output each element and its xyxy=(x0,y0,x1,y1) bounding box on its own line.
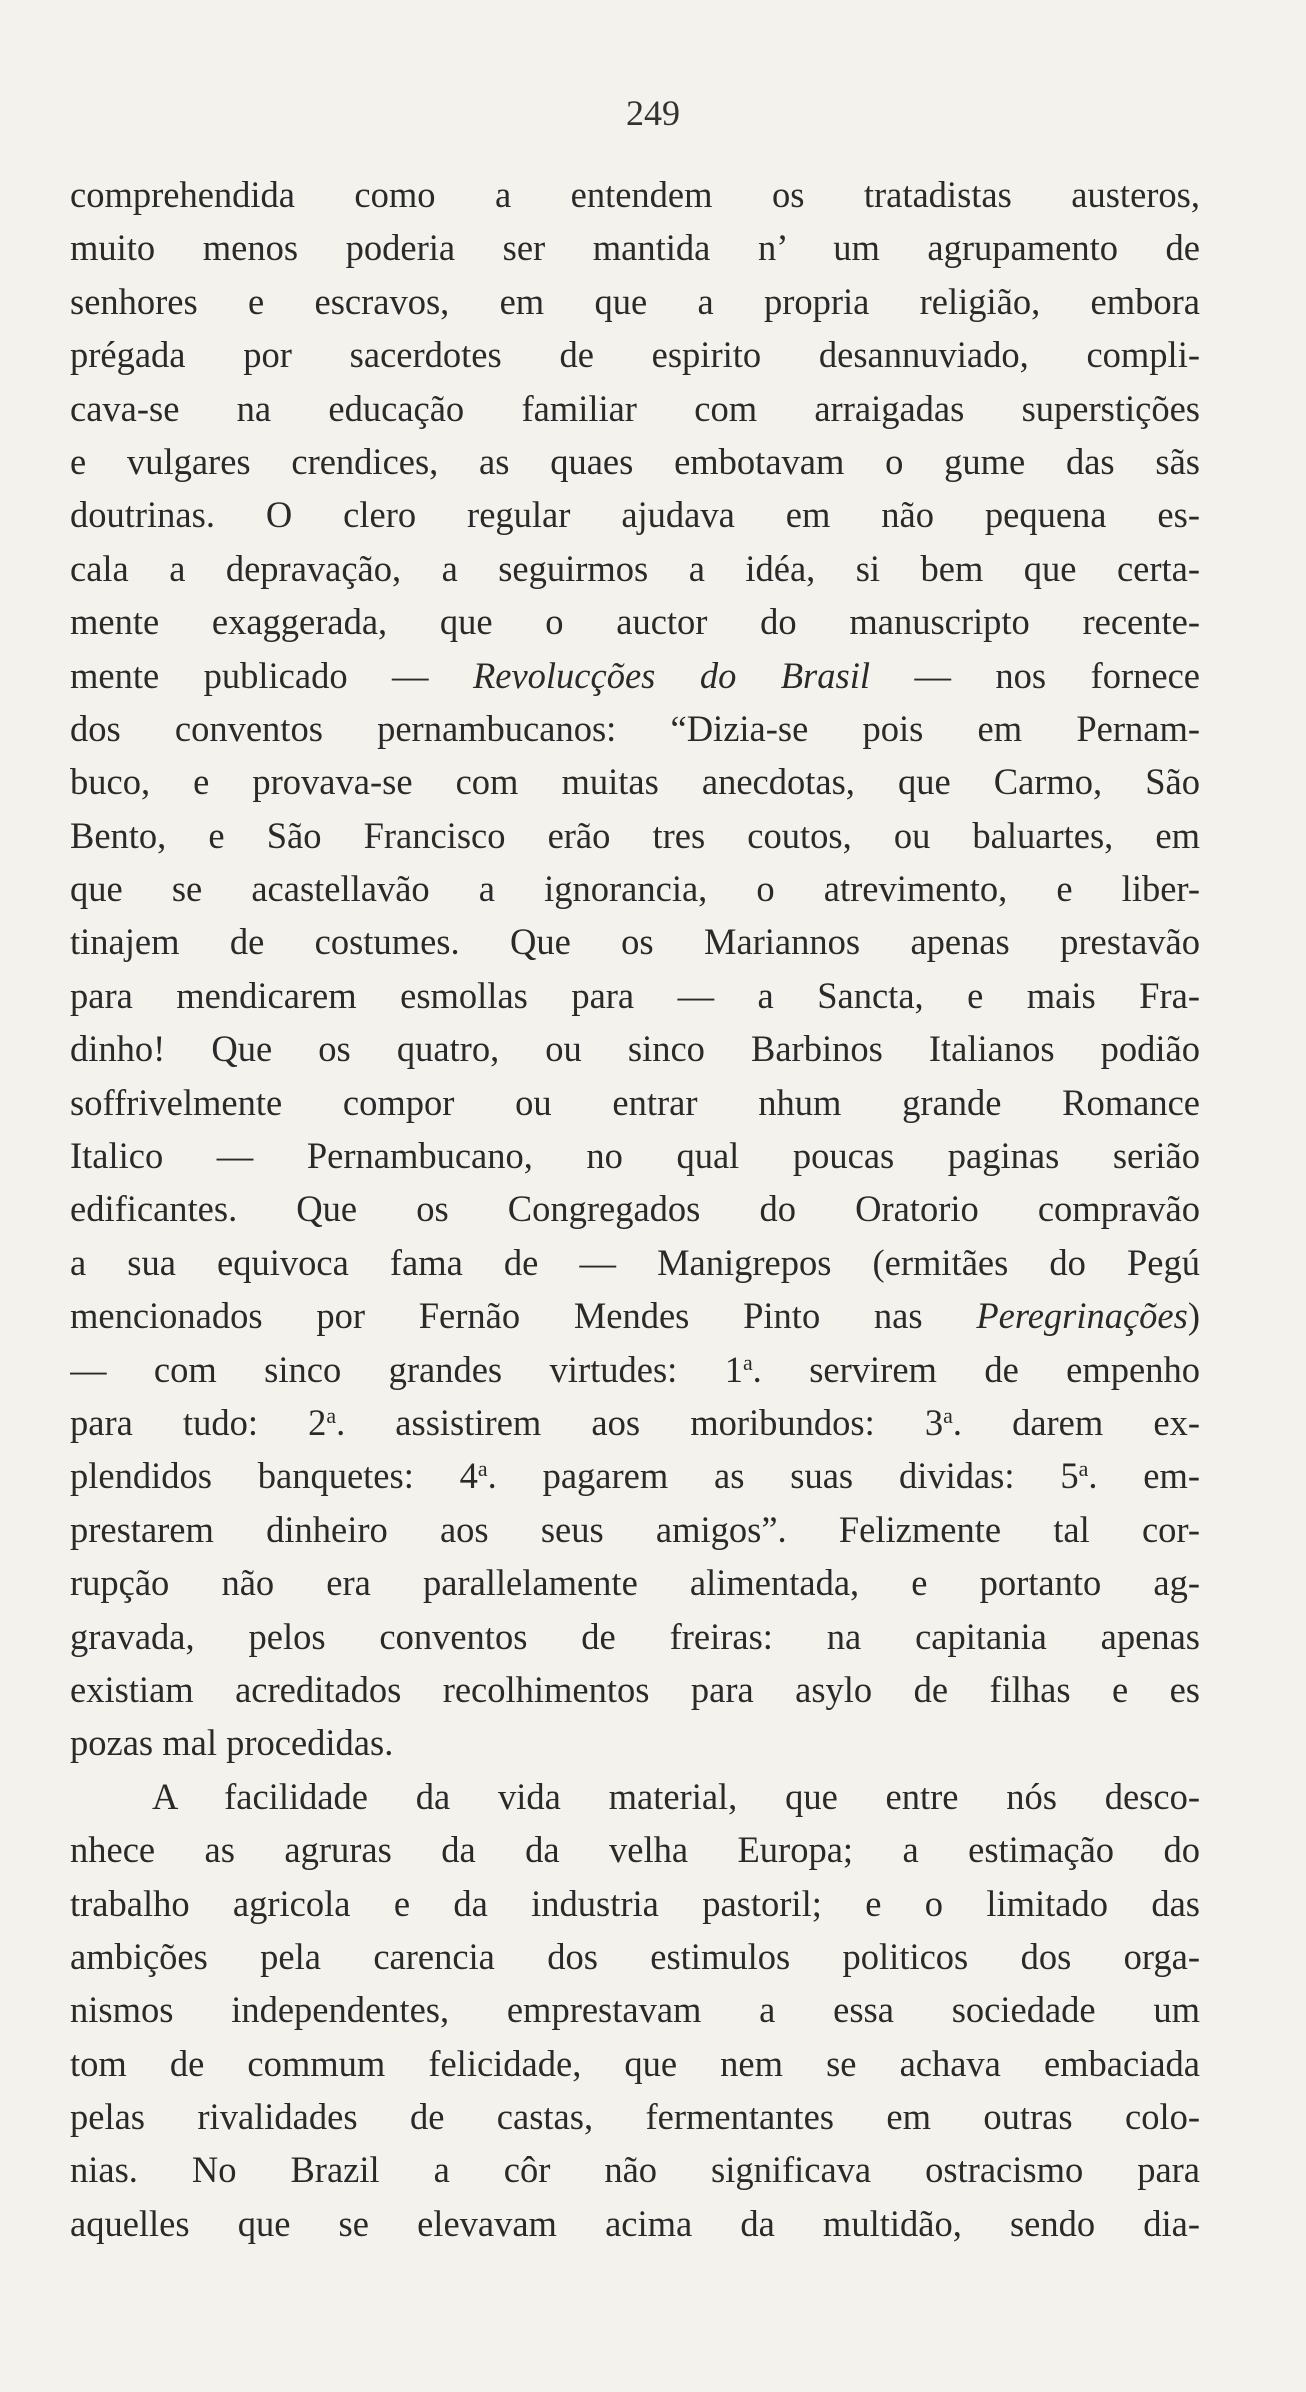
text-line xyxy=(70,1823,1200,1876)
text-line xyxy=(70,1236,1200,1289)
text-run: pozas mal procedidas. xyxy=(70,1722,394,1764)
text-run: comprehendida como a entendem os tratadistas austeros, xyxy=(70,174,1200,215)
text-run: nias. No Brazil a côr não significava ostracismo para xyxy=(70,2149,1200,2191)
text-run: existiam acreditados recolhimentos para asylo de filhas e es xyxy=(70,1668,1200,1710)
text-line xyxy=(70,1610,1200,1663)
text-line xyxy=(70,1556,1200,1609)
text-run: pelas rivalidades de castas, fermentantes em outras colo- xyxy=(70,2096,1200,2138)
text-run: mencionados por Fernão Mendes Pinto nas xyxy=(70,1295,977,1337)
text-run: que se acastellavão a ignorancia, o atrevimento, e liber- xyxy=(70,868,1200,910)
text-run: doutrinas. O clero regular ajudava em não pequena es- xyxy=(70,494,1200,536)
text-line xyxy=(70,755,1200,808)
italic-title: Revolucções do Brasil xyxy=(472,654,871,696)
text-run: . darem ex- xyxy=(952,1401,1200,1443)
text-line xyxy=(70,1182,1200,1235)
text-run: cava-se na educação familiar com arraigadas superstições xyxy=(70,387,1200,429)
body-text xyxy=(70,168,1200,2250)
text-line xyxy=(70,1503,1200,1556)
text-line xyxy=(70,1289,1200,1342)
text-run: e vulgares crendices, as quaes embotavam o gume das sãs xyxy=(70,440,1200,482)
text-line xyxy=(70,1022,1200,1075)
text-run: . assistirem aos moribundos: 3 xyxy=(336,1401,944,1443)
text-line xyxy=(70,595,1200,648)
text-run: trabalho agricola e da industria pastoril; e o limitado das xyxy=(70,1882,1200,1924)
text-line xyxy=(70,1930,1200,1983)
ordinal-superscript: a xyxy=(1078,1456,1089,1482)
text-line xyxy=(70,2143,1200,2196)
ordinal-superscript: a xyxy=(943,1402,953,1428)
text-line xyxy=(70,702,1200,755)
text-run: plendidos banquetes: 4 xyxy=(70,1455,478,1497)
text-run: dinho! Que os quatro, ou sinco Barbinos Italianos podião xyxy=(70,1028,1200,1070)
text-run: tinajem de costumes. Que os Mariannos apenas prestavão xyxy=(70,921,1200,963)
text-line xyxy=(70,1770,1200,1823)
text-line xyxy=(70,1343,1200,1396)
text-run: — com sinco grandes virtudes: 1 xyxy=(70,1348,743,1390)
text-run: tom de commum felicidade, que nem se achava embaciada xyxy=(70,2042,1200,2084)
ordinal-superscript: a xyxy=(477,1456,488,1482)
text-run: aquelles que se elevavam acima da multidão, sendo dia- xyxy=(70,2202,1200,2244)
text-line xyxy=(70,649,1200,702)
text-line xyxy=(70,435,1200,488)
text-line xyxy=(70,862,1200,915)
text-line xyxy=(70,2090,1200,2143)
text-line xyxy=(70,2037,1200,2090)
italic-title: Peregrinações xyxy=(976,1295,1188,1337)
text-line xyxy=(70,915,1200,968)
text-run: nismos independentes, emprestavam a essa sociedade um xyxy=(70,1989,1200,2031)
ordinal-superscript: a xyxy=(326,1402,337,1428)
ordinal-superscript: a xyxy=(742,1349,753,1375)
text-run: mente publicado — xyxy=(70,654,473,696)
text-run: . pagarem as suas dividas: 5 xyxy=(487,1455,1079,1497)
page-number: 249 xyxy=(626,93,680,133)
text-line xyxy=(70,382,1200,435)
text-line xyxy=(70,969,1200,1022)
text-run: — nos fornece xyxy=(870,654,1200,696)
text-line xyxy=(70,809,1200,862)
text-run: ambições pela carencia dos estimulos politicos dos orga- xyxy=(70,1935,1200,1977)
text-run: muito menos poderia ser mantida n’ um agrupamento de xyxy=(70,227,1200,269)
text-line xyxy=(70,1396,1200,1449)
text-run: A facilidade da vida material, que entre nós desco- xyxy=(152,1775,1200,1817)
text-line xyxy=(70,1877,1200,1930)
text-run: edificantes. Que os Congregados do Oratorio compravão xyxy=(70,1188,1200,1230)
text-run: buco, e provava-se com muitas anecdotas, que Carmo, São xyxy=(70,761,1200,803)
text-run: a sua equivoca fama de — Manigrepos (ermitães do Pegú xyxy=(70,1241,1200,1283)
text-line xyxy=(70,1716,1200,1769)
text-line xyxy=(70,1129,1200,1182)
text-line xyxy=(70,275,1200,328)
text-run: prestarem dinheiro aos seus amigos”. Felizmente tal cor- xyxy=(70,1508,1200,1550)
text-run: cala a depravação, a seguirmos a idéa, si bem que certa- xyxy=(70,547,1200,589)
text-run: para mendicarem esmollas para — a Sancta, e mais Fra- xyxy=(70,974,1200,1016)
text-run: rupção não era parallelamente alimentada, e portanto ag- xyxy=(70,1562,1200,1604)
text-line xyxy=(70,328,1200,381)
text-line xyxy=(70,221,1200,274)
text-run: . servirem de empenho xyxy=(752,1348,1200,1390)
text-run: Italico — Pernambucano, no qual poucas paginas serião xyxy=(70,1135,1200,1177)
text-run: ) xyxy=(1187,1295,1200,1337)
text-line xyxy=(70,1983,1200,2036)
text-run: para tudo: 2 xyxy=(70,1401,327,1443)
text-run: mente exaggerada, que o auctor do manuscripto recente- xyxy=(70,601,1200,643)
text-line xyxy=(70,488,1200,541)
text-line xyxy=(70,1449,1200,1502)
text-run: soffrivelmente compor ou entrar nhum grande Romance xyxy=(70,1081,1200,1123)
text-run: dos conventos pernambucanos: “Dizia-se pois em Pernam- xyxy=(70,707,1200,749)
text-run: prégada por sacerdotes de espirito desannuviado, compli- xyxy=(70,334,1200,376)
text-line xyxy=(70,542,1200,595)
text-line xyxy=(70,2197,1200,2250)
text-line xyxy=(70,168,1200,221)
text-run: gravada, pelos conventos de freiras: na capitania apenas xyxy=(70,1615,1200,1657)
text-run: nhece as agruras da da velha Europa; a estimação do xyxy=(70,1829,1200,1871)
text-run: . em- xyxy=(1088,1455,1200,1497)
text-line xyxy=(70,1663,1200,1716)
text-run: senhores e escravos, em que a propria religião, embora xyxy=(70,280,1200,322)
text-line xyxy=(70,1076,1200,1129)
text-run: Bento, e São Francisco erão tres coutos, ou baluartes, em xyxy=(70,814,1200,856)
